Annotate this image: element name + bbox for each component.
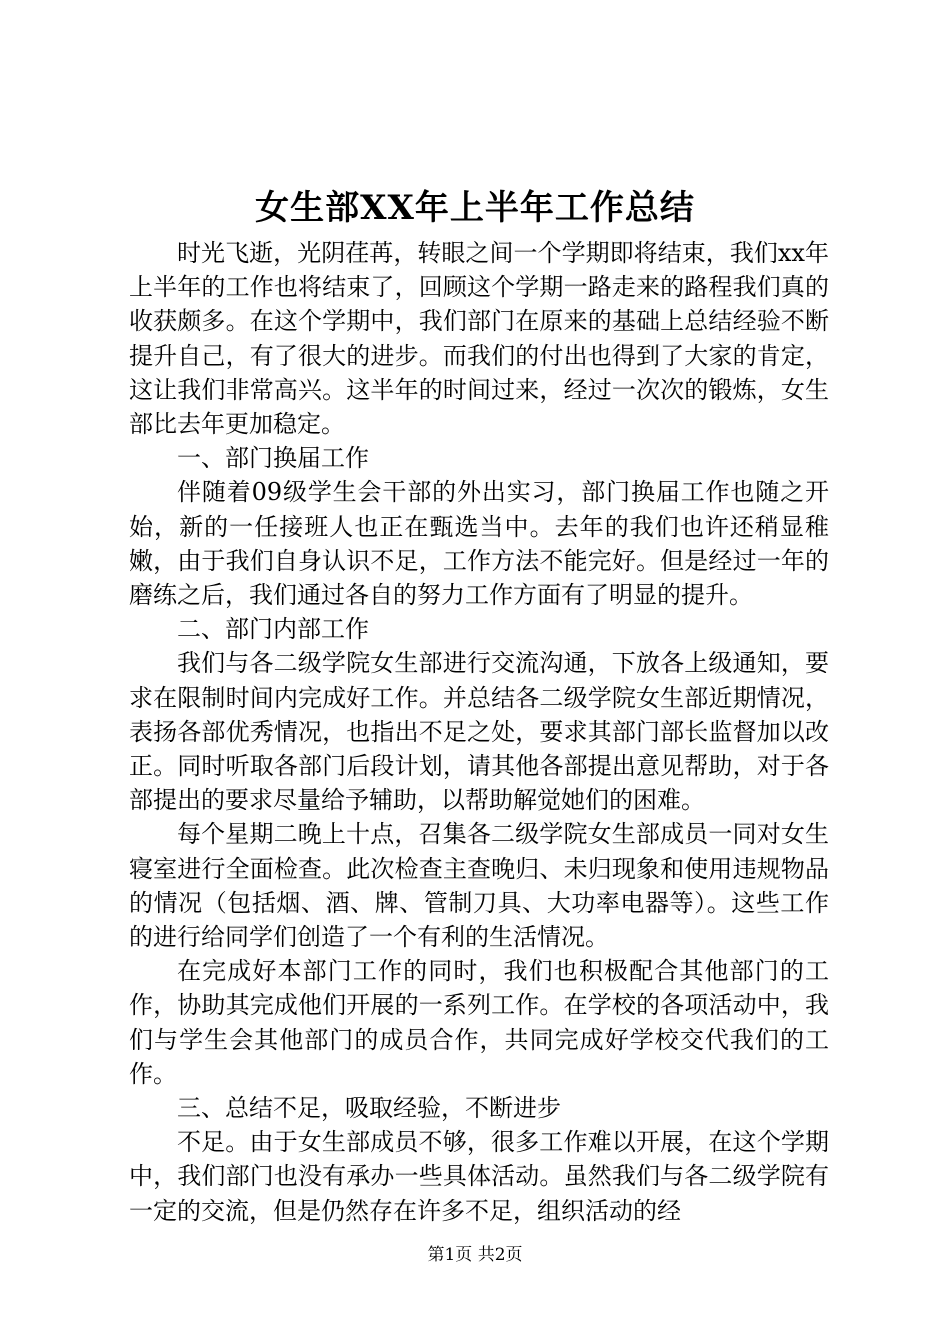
paragraph-section-2a: 我们与各二级学院女生部进行交流沟通，下放各上级通知，要求在限制时间内完成好工作。并总结各二级学院女生部近期情况，表扬各部优秀情况，也指出不足之处，要求其部门部长监督加以改正。同时听取各部门后段计划，请其他各部提出意见帮助，对于各部提出的要求尽量给予辅助，以帮助解觉她们的困难。 — [129, 649, 829, 815]
paragraph-section-3: 不足。由于女生部成员不够，很多工作难以开展，在这个学期中，我们部门也没有承办一些具体活动。虽然我们与各二级学院有一定的交流，但是仍然存在许多不足，组织活动的经 — [129, 1128, 829, 1225]
paragraph-section-1: 伴随着09级学生会干部的外出实习，部门换届工作也随之开始，新的一任接班人也正在甄选当中。去年的我们也许还稍显稚嫩，由于我们自身认识不足，工作方法不能完好。但是经过一年的磨练之后，我们通过各自的努力工作方面有了明显的提升。 — [129, 478, 829, 610]
page-number-footer: 第1页 共2页 — [427, 1245, 523, 1265]
paragraph-intro: 时光飞逝，光阴荏苒，转眼之间一个学期即将结束，我们xx年上半年的工作也将结束了，回顾这个学期一路走来的路程我们真的收获颇多。在这个学期中，我们部门在原来的基础上总结经验不断提升自己，有了很大的进步。而我们的付出也得到了大家的肯定，这让我们非常高兴。这半年的时间过来，经过一次次的锻炼，女生部比去年更加稳定。 — [129, 239, 829, 439]
paragraph-section-2c: 在完成好本部门工作的同时，我们也积极配合其他部门的工作，协助其完成他们开展的一系列工作。在学校的各项活动中，我们与学生会其他部门的成员合作，共同完成好学校交代我们的工作。 — [129, 957, 829, 1088]
document-title: 女生部XX年上半年工作总结 — [255, 188, 695, 228]
section-heading-2: 二、部门内部工作 — [177, 615, 369, 644]
paragraph-section-2b: 每个星期二晚上十点，召集各二级学院女生部成员一同对女生寝室进行全面检查。此次检查主查晚归、未归现象和使用违规物品的情况（包括烟、酒、牌、管制刀具、大功率电器等）。这些工作的进行给同学们创造了一个有利的生活情况。 — [129, 820, 829, 952]
section-heading-1: 一、部门换届工作 — [177, 444, 369, 473]
section-heading-3: 三、总结不足，吸取经验，不断进步 — [177, 1094, 561, 1123]
document-body — [129, 236, 829, 1228]
